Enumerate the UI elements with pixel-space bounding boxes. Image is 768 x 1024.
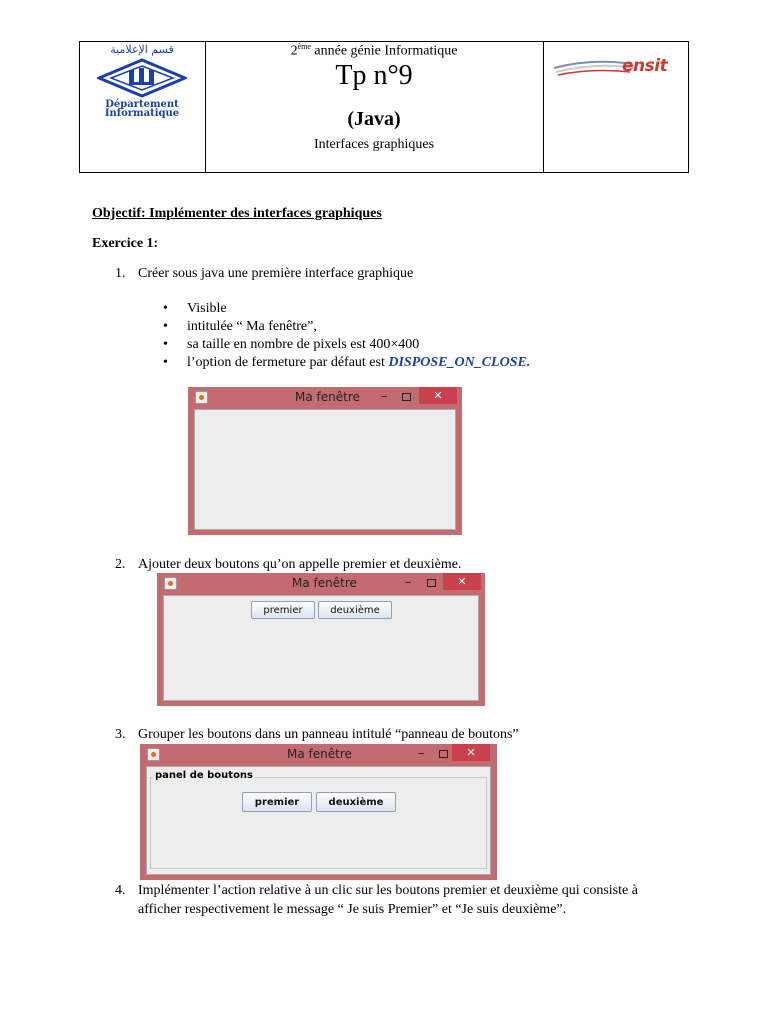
panel-label: panel de boutons: [155, 770, 254, 781]
window-content: [194, 409, 456, 530]
minimize-icon[interactable]: –: [381, 389, 388, 404]
year-number: 2: [290, 43, 298, 59]
ensit-logo-cell: [543, 42, 689, 172]
window-titlebar: [157, 573, 485, 593]
header-table: [79, 41, 689, 173]
item-number: 4.: [115, 883, 126, 898]
bullet-dot: •: [163, 319, 168, 334]
subtitle: Interfaces graphiques: [313, 137, 435, 152]
premier-button[interactable]: premier: [242, 792, 312, 812]
java-app-icon: [147, 748, 160, 761]
logo-arabic-text: قسم الإعلامية: [110, 43, 174, 56]
item-number: 3.: [115, 727, 126, 742]
deuxieme-button[interactable]: deuxième: [318, 601, 392, 619]
close-icon[interactable]: ✕: [419, 387, 457, 404]
year-text: année génie Informatique: [310, 43, 458, 59]
java-window-1: [188, 387, 462, 535]
item-number: 2.: [115, 557, 126, 572]
bullet-text: [187, 355, 530, 371]
title-cell: [205, 42, 543, 172]
java-window-3: [140, 744, 497, 880]
item-text: Créer sous java une première interface graphique: [138, 266, 414, 281]
logo-dept-text: [94, 100, 190, 118]
item-text: Grouper les boutons dans un panneau intitulé “panneau de boutons”: [138, 727, 519, 742]
maximize-icon[interactable]: [402, 393, 411, 401]
item-number: 1.: [115, 266, 126, 281]
dept-logo-cell: [80, 42, 206, 172]
bullet-dot: •: [163, 337, 168, 352]
java-app-icon: [164, 577, 177, 590]
deuxieme-button[interactable]: deuxième: [316, 792, 396, 812]
item-text-line1: Implémenter l’action relative à un clic sur les boutons premier et deuxième qui consiste à: [138, 883, 638, 898]
minimize-icon[interactable]: –: [405, 575, 412, 590]
bullet-dot: •: [163, 301, 168, 316]
year-sup: ème: [297, 42, 311, 51]
logo-dept-line1: Département: [105, 99, 179, 110]
exercise-heading: Exercice 1:: [92, 236, 159, 251]
item-text: Ajouter deux boutons qu’on appelle premier et deuxième.: [138, 557, 462, 572]
close-icon[interactable]: ✕: [443, 573, 481, 590]
java-window-2: [157, 573, 485, 706]
logo-dept-line2: Informatique: [104, 108, 180, 119]
dept-logo-icon: [97, 58, 187, 98]
window-title: Ma fenêtre: [295, 390, 360, 404]
window-titlebar: [188, 387, 462, 407]
window-titlebar: [140, 744, 497, 764]
maximize-icon[interactable]: [439, 750, 448, 758]
button-panel: [150, 777, 487, 869]
window-content: [146, 766, 491, 875]
bullet-dot: •: [163, 355, 168, 370]
objective-heading: Objectif: Implémenter des interfaces graphiques: [92, 206, 382, 221]
bullet-text: Visible: [187, 301, 227, 316]
window-title: Ma fenêtre: [287, 747, 352, 761]
tp-title: Tp n°9: [335, 60, 413, 91]
window-content: [163, 595, 479, 701]
ensit-logo-text: ensit: [622, 56, 668, 76]
language-title: (Java): [347, 108, 401, 130]
premier-button[interactable]: premier: [251, 601, 315, 619]
maximize-icon[interactable]: [427, 579, 436, 587]
bullet-text: sa taille en nombre de pixels est 400×400: [187, 337, 420, 352]
window-title: Ma fenêtre: [292, 576, 357, 590]
dispose-on-close-emphasis: DISPOSE_ON_CLOSE.: [388, 355, 531, 370]
bullet-prefix: l’option de fermeture par défaut est: [187, 355, 389, 370]
year-line: [205, 42, 543, 60]
close-icon[interactable]: ✕: [452, 744, 490, 761]
java-app-icon: [195, 391, 208, 404]
minimize-icon[interactable]: –: [418, 746, 425, 761]
item-text-line2: afficher respectivement le message “ Je suis Premier” et “Je suis deuxième”.: [138, 902, 567, 917]
bullet-text: intitulée “ Ma fenêtre”,: [187, 319, 317, 334]
